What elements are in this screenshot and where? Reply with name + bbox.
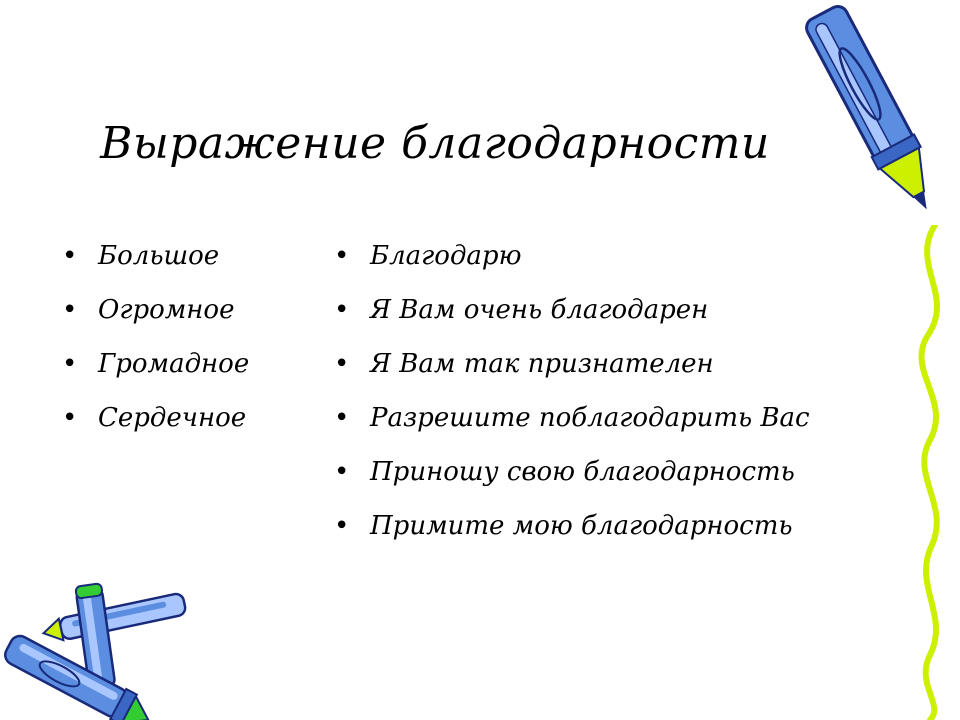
list-item	[330, 234, 810, 288]
list-item	[330, 504, 810, 558]
squiggle-line	[900, 225, 960, 720]
pen-icon	[800, 0, 950, 240]
list-item	[58, 396, 249, 450]
list-item-text: Я Вам очень благодарен	[370, 295, 709, 325]
bullet-icon: •	[334, 457, 350, 487]
list-item-text: Я Вам так признателен	[370, 349, 714, 379]
slide-title: Выражение благодарности	[100, 118, 770, 169]
pencils-icon	[0, 578, 200, 720]
bullet-icon: •	[334, 349, 350, 379]
list-item-text: Приношу свою благодарность	[370, 457, 795, 487]
list-item-text: Большое	[98, 241, 220, 271]
bullet-icon: •	[62, 403, 78, 433]
list-item	[330, 288, 810, 342]
list-item	[330, 450, 810, 504]
bullet-icon: •	[62, 295, 78, 325]
list-item	[58, 342, 249, 396]
list-item-text: Благодарю	[370, 241, 522, 271]
list-item-text: Разрешите поблагодарить Вас	[370, 403, 810, 433]
bullet-icon: •	[334, 295, 350, 325]
list-item-text: Сердечное	[98, 403, 247, 433]
list-item-text: Громадное	[98, 349, 250, 379]
list-item	[330, 396, 810, 450]
bullet-icon: •	[334, 403, 350, 433]
bullet-icon: •	[62, 349, 78, 379]
left-list	[58, 234, 249, 450]
list-item	[330, 342, 810, 396]
list-item-text: Примите мою благодарность	[370, 511, 793, 541]
right-list	[330, 234, 810, 558]
list-item	[58, 234, 249, 288]
bullet-icon: •	[62, 241, 78, 271]
list-item	[58, 288, 249, 342]
bullet-icon: •	[334, 241, 350, 271]
list-item-text: Огромное	[98, 295, 235, 325]
bullet-icon: •	[334, 511, 350, 541]
